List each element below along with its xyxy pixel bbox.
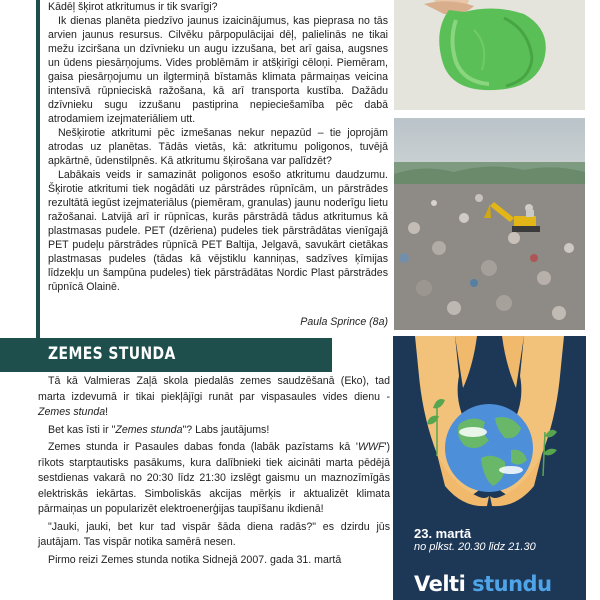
article2-paragraph	[38, 423, 390, 439]
article2-paragraph	[38, 440, 390, 518]
article1-paragraph: Nešķirotie atkritumi pēc izmešanas nekur nepazūd – tie joprojām atrodas uz planētas. Tādās vietās, kā: atkritumu poligonos, tuvējā apkārtnē, ūdenstilpnēs. Kā atkritumu šķirošana var palīdzēt?	[48, 127, 388, 167]
article1-paragraph: Labākais veids ir samazināt poligonos esošo atkritumu daudzumu. Šķirotie atkritumi tiek nogādāti uz pārstrādes rūpnīcām, un pārstrādes rezultātā iegūst izejmateriālus (piemēram, granulas) jaunu noderīgu lietu ražošanai. Latvijā arī ir rūpnīcas, kurās pārstrādā tādus atkritumus kā plastmasas pudele. PET (dzēriena) pudeles tiek pārstrādātas vienīgajā PET pudeļu pārstrādes rūpnīcā PET Baltija, Jelgavā, savukārt cietākas plastmasas pudeles (tādas kā vējstiklu kanniņas, sadzīves ķīmijas līdzekļu un šampūna pudeles) tiek pārstrādātas Nordic Plast pārstrādes rūpnīcā Olainē.	[48, 169, 388, 293]
article2-paragraph: "Jauki, jauki, bet kur tad vispār šāda diena radās?" es dzirdu jūs jautājam. Tas vispār notika samērā nesen.	[38, 520, 390, 548]
poster-slogan-highlight: stundu	[472, 572, 552, 596]
article2-emphasis: WWF	[357, 441, 385, 453]
article2-emphasis: Zemes stunda	[38, 406, 106, 418]
section-title: ZEMES STUNDA	[48, 344, 176, 364]
article2-text: "? Labs jautājums!	[182, 423, 270, 436]
poster-slogan	[414, 572, 552, 596]
landfill-photo	[394, 118, 585, 330]
article2-emphasis: Zemes stunda	[115, 423, 183, 436]
hands-globe-illustration	[393, 336, 586, 600]
poster-slogan-part: Velti	[414, 572, 473, 596]
article1-author: Paula Sprince (8a)	[300, 316, 388, 328]
poster-time: no plkst. 20.30 līdz 21.30	[414, 541, 536, 553]
article2-text: Tā kā Valmieras Zaļā skola piedalās zemes saudzēšanā (Eko), tad marta izdevumā ir tikai piekļājīgi runāt par vispasaules vides dienu -	[38, 375, 390, 403]
article2-paragraph: Pirmo reizi Zemes stunda notika Sidnejā 2007. gada 31. martā	[48, 553, 342, 566]
article2-text: Zemes stunda ir Pasaules dabas fonda (labāk pazīstams kā '	[48, 441, 358, 453]
article1-paragraph: Ik dienas planēta piedzīvo jaunus izaicinājumus, kas pieprasa no tās arvien jaunus resursus. Cilvēku pārpopulācijai dēļ, palielinās ne tikai mežu izciršana un dzīvnieku un augu izzušana, bet arī gaisa, augsnes un ūdens piesārņojums. Vides problēmām ir atšķirīgi cēloņi. Piemēram, gaisa piesārņojumu un ilgtermiņā bīstamās klimata pārmaiņas veicina intensīvā rūpnieciskā ražošana, kā arī transporta kustība. Dažādu dzīvnieku sugu izzušanu pastiprina nepieciešamība pēc dabā atrodamiem izejmateriāliem utt.	[48, 15, 388, 125]
earth-hour-poster	[393, 336, 586, 600]
poster-date: 23. martā	[414, 526, 472, 541]
left-accent-bar	[36, 0, 40, 338]
earth-hour-article	[38, 374, 390, 570]
recycling-article	[48, 0, 388, 294]
article2-paragraph	[38, 374, 390, 421]
article2-text: !	[105, 406, 109, 418]
article2-text: ') rīkots starptautisks pasākums, kura dalībnieki tiek aicināti marta pēdējā sestdienas vakarā no 20:30 līdz 21:30 izslēgt gaismu un maznozīmīgās elektriskās iekārtas. Simboliskās akcijas mērķis ir aktualizēt klimata pārmaiņas un popularizēt elektroenerģijas taupīšanu ikdienā!	[38, 441, 390, 515]
green-bag-photo	[394, 0, 585, 110]
article1-lead: Kādēļ šķirot atkritumus ir tik svarīgi?	[48, 1, 218, 13]
article2-text: Bet kas īsti ir "	[48, 423, 116, 436]
